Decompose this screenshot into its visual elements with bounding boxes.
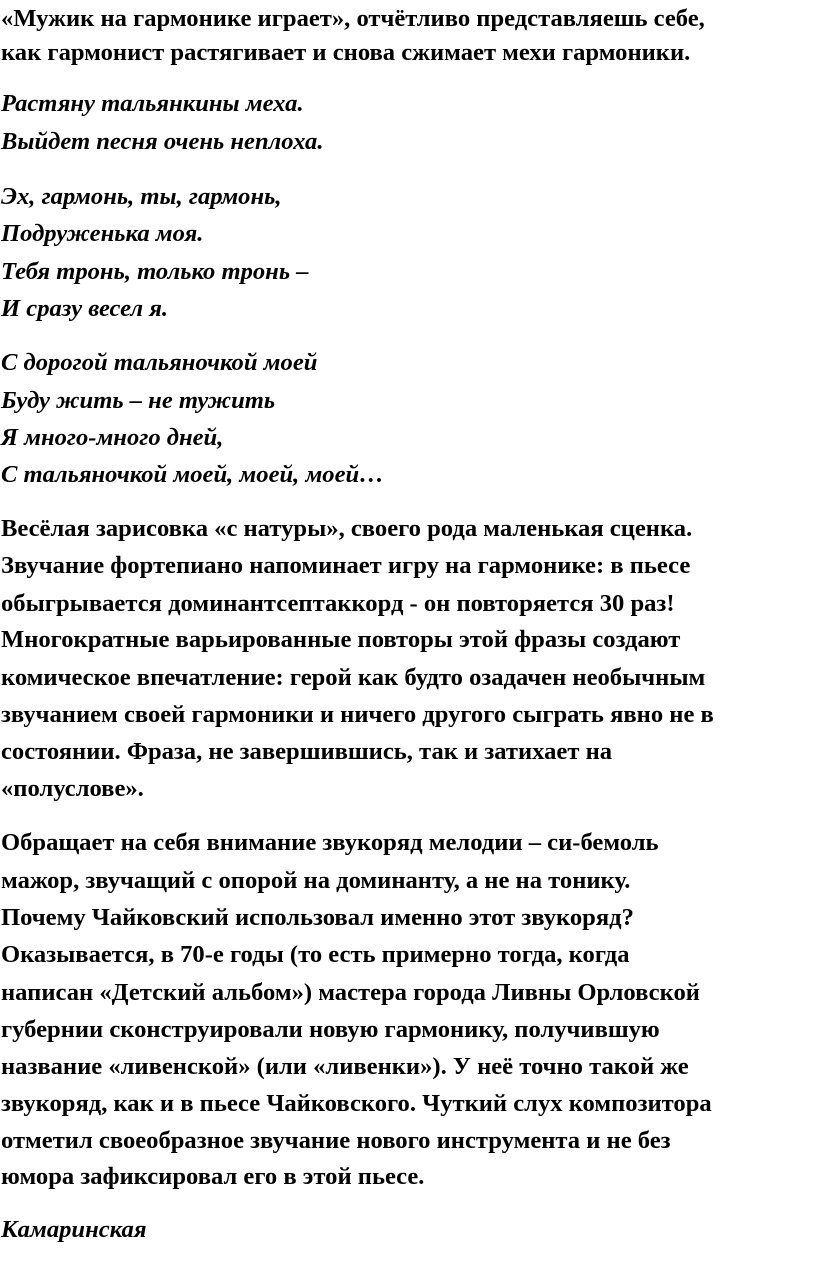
verse-line: Подруженька моя. [1, 220, 204, 247]
text-line: звукоряд, как и в пьесе Чайковского. Чуткий слух композитора [1, 1090, 712, 1117]
verse-line: Растяну тальянкины меха. [1, 90, 304, 117]
text-line: Многократные варьированные повторы этой фразы создают [1, 626, 681, 653]
text-line: Весёлая зарисовка «с натуры», своего рода маленькая сценка. [1, 515, 693, 542]
text-line: юмора зафиксировал его в этой пьесе. [1, 1163, 425, 1190]
text-line: как гармонист растягивает и снова сжимает мехи гармоники. [1, 39, 691, 66]
text-line: мажор, звучащий с опорой на доминанту, а не на тонику. [1, 867, 631, 894]
text-line: Обращает на себя внимание звукоряд мелодии – си-бемоль [1, 829, 659, 856]
text-line: губернии сконструировали новую гармонику, получившую [1, 1016, 660, 1043]
verse-line: Эх, гармонь, ты, гармонь, [1, 183, 282, 210]
text-line: отметил своеобразное звучание нового инструмента и не без [1, 1127, 671, 1154]
verse-line: Тебя тронь, только тронь – [1, 258, 309, 285]
text-line: «Мужик на гармонике играет», отчётливо представляешь себе, [1, 5, 705, 32]
text-line: комическое впечатление: герой как будто озадачен необычным [1, 664, 706, 691]
section-heading: Камаринская [1, 1216, 147, 1243]
text-line: «полуслове». [1, 775, 144, 802]
text-line: Звучание фортепиано напоминает игру на гармонике: в пьесе [1, 552, 691, 579]
text-line: звучанием своей гармоники и ничего другого сыграть явно не в [1, 701, 714, 728]
text-line: Почему Чайковский использовал именно этот звукоряд? [1, 904, 634, 931]
verse-line: С дорогой тальяночкой моей [1, 349, 318, 376]
verse-line: И сразу весел я. [1, 295, 169, 322]
verse-line: Выйдет песня очень неплоха. [1, 128, 324, 155]
text-line: обыгрывается доминантсептаккорд - он повторяется 30 раз! [1, 590, 675, 617]
text-line: написан «Детский альбом») мастера города Ливны Орловской [1, 979, 700, 1006]
text-line: Оказывается, в 70-е годы (то есть примерно тогда, когда [1, 941, 630, 968]
verse-line: Буду жить – не тужить [1, 387, 276, 414]
text-line: название «ливенской» (или «ливенки»). У неё точно такой же [1, 1053, 689, 1080]
verse-line: С тальяночкой моей, моей, моей… [1, 461, 384, 488]
text-line: состоянии. Фраза, не завершившись, так и затихает на [1, 738, 613, 765]
verse-line: Я много-много дней, [1, 424, 224, 451]
